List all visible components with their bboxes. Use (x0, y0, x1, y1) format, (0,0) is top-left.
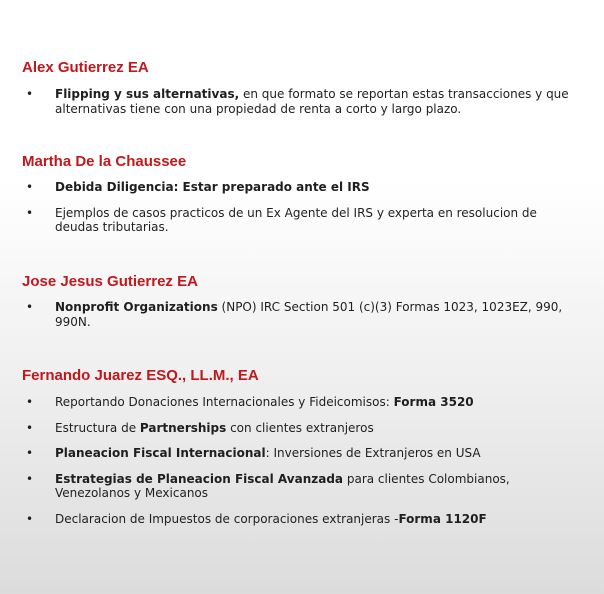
bullet-icon: • (26, 420, 34, 435)
bullet-icon: • (26, 446, 34, 460)
topic-bold-text: Forma 1120F (398, 511, 487, 526)
topic-bold-text: Estrategias de Planeacion Fiscal Avanzada (55, 471, 344, 486)
topic-text: Declaracion de Impuestos de corporaciones extranjeras - (55, 511, 399, 526)
bullet-icon: • (26, 180, 34, 194)
speaker-name: Martha De la Chaussee (22, 153, 187, 170)
speaker-section-jose-jesus-gutierrez (22, 273, 582, 329)
topic-text: (NPO) IRC Section 501 (c)(3) Formas 1023, 1023EZ, 990, 990N. (55, 300, 563, 329)
topic-bold-text: Partnerships (139, 420, 227, 435)
topic-bold-text: Planeacion Fiscal Internacional (55, 446, 266, 460)
bullet-icon: • (26, 205, 34, 220)
speaker-section-martha-de-la-chaussee (22, 153, 582, 235)
topic-text-prefix: Estructura de (55, 420, 140, 435)
bullet-icon: • (26, 395, 34, 409)
topic-text: en que formato se reportan estas transacciones y que alternativas tiene con una propiedad de renta a corto y largo plazo. (55, 87, 569, 116)
speaker-name: Fernando Juarez ESQ., LL.M., EA (22, 367, 259, 384)
topic-text: Reportando Donaciones Internacionales y Fideicomisos: (55, 395, 394, 409)
topic-item (22, 87, 582, 116)
topic-bold-text: Flipping y sus alternativas, (55, 87, 240, 101)
topic-text: Ejemplos de casos practicos de un Ex Agente del IRS y experta en resolucion de deudas tributarias. (55, 205, 537, 234)
speaker-section-alex-gutierrez (22, 59, 582, 116)
topic-text: : Inversiones de Extranjeros en USA (265, 446, 481, 460)
speaker-name: Alex Gutierrez EA (22, 59, 149, 76)
speaker-name: Jose Jesus Gutierrez EA (22, 273, 198, 290)
topic-bold-text: Debida Diligencia: Estar preparado ante el IRS (55, 180, 370, 194)
topic-bold-text: Nonprofit Organizations (55, 300, 218, 314)
topic-item (22, 300, 582, 329)
bullet-icon: • (26, 87, 34, 101)
topic-item (22, 512, 582, 527)
topic-item (22, 180, 582, 195)
topic-bold-text: Forma 3520 (393, 395, 474, 409)
topic-item (22, 472, 582, 501)
topic-item (22, 421, 582, 436)
topic-item (22, 206, 582, 235)
topic-item (22, 395, 582, 410)
bullet-icon: • (26, 511, 34, 526)
topic-text: con clientes extranjeros (226, 420, 374, 435)
bullet-icon: • (26, 471, 34, 486)
topic-text: para clientes Colombianos, Venezolanos y Mexicanos (55, 471, 510, 500)
speaker-section-fernando-juarez (22, 367, 582, 526)
bullet-icon: • (26, 300, 34, 314)
topic-item (22, 446, 582, 461)
